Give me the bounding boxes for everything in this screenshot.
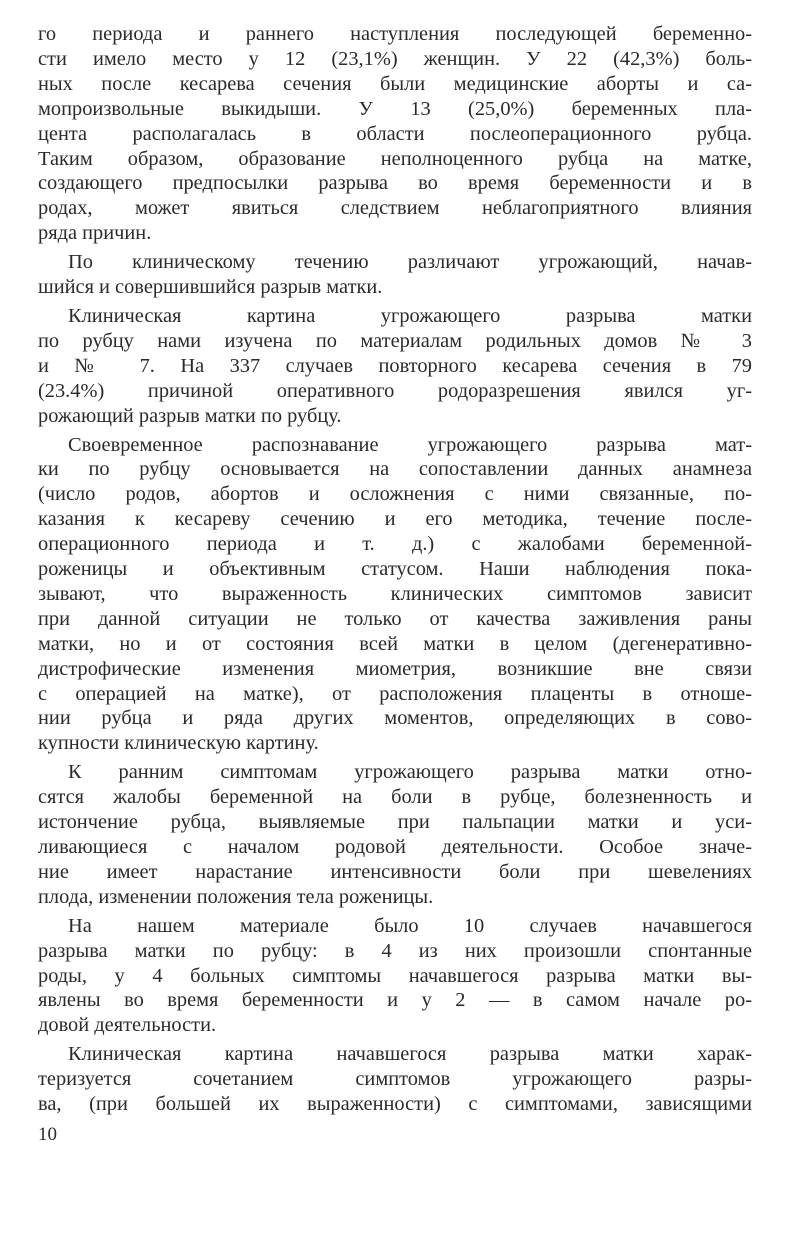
text-line: По клиническому течению различают угрожающий, начав- (68, 251, 752, 274)
text-line: ки по рубцу основывается на сопоставлении данных анамнеза (38, 458, 752, 481)
paragraph (38, 433, 752, 757)
text-line: сти имело место у 12 (23,1%) женщин. У 22 (42,3%) боль- (38, 47, 752, 70)
text-line: ных после кесарева сечения были медицинские аборты и са- (38, 72, 752, 95)
text-line: купности клиническую картину. (38, 732, 319, 755)
text-line: разрыва матки по рубцу: в 4 из них произошли спонтанные (38, 939, 752, 962)
text-line: казания к кесареву сечению и его методика, течение после- (38, 508, 752, 531)
text-line: (число родов, абортов и осложнения с ними связанные, по- (38, 483, 752, 506)
paragraph (38, 1042, 752, 1117)
text-line: явлены во время беременности и у 2 — в самом начале ро- (38, 989, 752, 1012)
text-line: мопроизвольные выкидыши. У 13 (25,0%) беременных пла- (38, 97, 752, 120)
text-line: К ранним симптомам угрожающего разрыва матки отно- (68, 761, 752, 784)
text-line: На нашем материале было 10 случаев начавшегося (68, 914, 752, 937)
text-line: нии рубца и ряда других моментов, определяющих в сово- (38, 707, 752, 730)
text-line: роды, у 4 больных симптомы начавшегося разрыва матки вы- (38, 964, 752, 987)
text-line: матки, но и от состояния всей матки в целом (дегенеративно- (38, 632, 752, 655)
text-line: Таким образом, образование неполноценного рубца на матке, (38, 147, 752, 170)
text-line: ва, (при большей их выраженности) с симптомами, зависящими (38, 1093, 752, 1116)
paragraph (38, 760, 752, 909)
text-line: зывают, что выраженность клинических симптомов зависит (38, 582, 752, 605)
text-line: шийся и совершившийся разрыв матки. (38, 276, 383, 299)
text-line: Клиническая картина угрожающего разрыва матки (68, 304, 752, 327)
document-page (38, 22, 752, 1121)
paragraph (38, 914, 752, 1039)
text-line: ливающиеся с началом родовой деятельности. Особое значе- (38, 836, 752, 858)
text-line: сятся жалобы беременной на боли в рубце, болезненность и (38, 786, 752, 809)
text-line: рожающий разрыв матки по рубцу. (38, 404, 342, 427)
text-line: Клиническая картина начавшегося разрыва матки харак- (68, 1043, 752, 1066)
text-line: создающего предпосылки разрыва во время беременности и в (38, 172, 752, 195)
text-line: ряда причин. (38, 222, 152, 245)
text-line: плода, изменении положения тела роженицы. (38, 885, 434, 908)
text-line: довой деятельности. (38, 1014, 217, 1037)
text-line: го периода и раннего наступления последующей беременно- (38, 23, 752, 45)
paragraph (38, 22, 752, 246)
text-line: Своевременное распознавание угрожающего разрыва мат- (68, 433, 752, 456)
text-line: дистрофические изменения миометрия, возникшие вне связи (38, 657, 752, 680)
text-line: при данной ситуации не только от качества заживления раны (38, 607, 752, 630)
paragraph (38, 304, 752, 429)
paragraph (38, 250, 752, 300)
text-line: истончение рубца, выявляемые при пальпации матки и уси- (38, 811, 752, 834)
text-line: с операцией на матке), от расположения плаценты в отноше- (38, 682, 752, 705)
text-line: по рубцу нами изучена по материалам родильных домов № 3 (38, 329, 752, 352)
text-line: теризуется сочетанием симптомов угрожающего разры- (38, 1068, 752, 1091)
text-line: операционного периода и т. д.) с жалобами беременной- (38, 533, 752, 556)
text-line: родах, может явиться следствием неблагоприятного влияния (38, 197, 752, 220)
text-line: (23.4%) причиной оперативного родоразрешения явился уг- (38, 379, 752, 402)
text-line: роженицы и объективным статусом. Наши наблюдения пока- (38, 558, 752, 581)
page-number: 10 (38, 1124, 57, 1145)
text-line: ние имеет нарастание интенсивности боли при шевелениях (38, 860, 752, 883)
text-line: цента располагалась в области послеоперационного рубца. (38, 122, 752, 145)
text-line: и № 7. На 337 случаев повторного кесарева сечения в 79 (38, 354, 752, 377)
